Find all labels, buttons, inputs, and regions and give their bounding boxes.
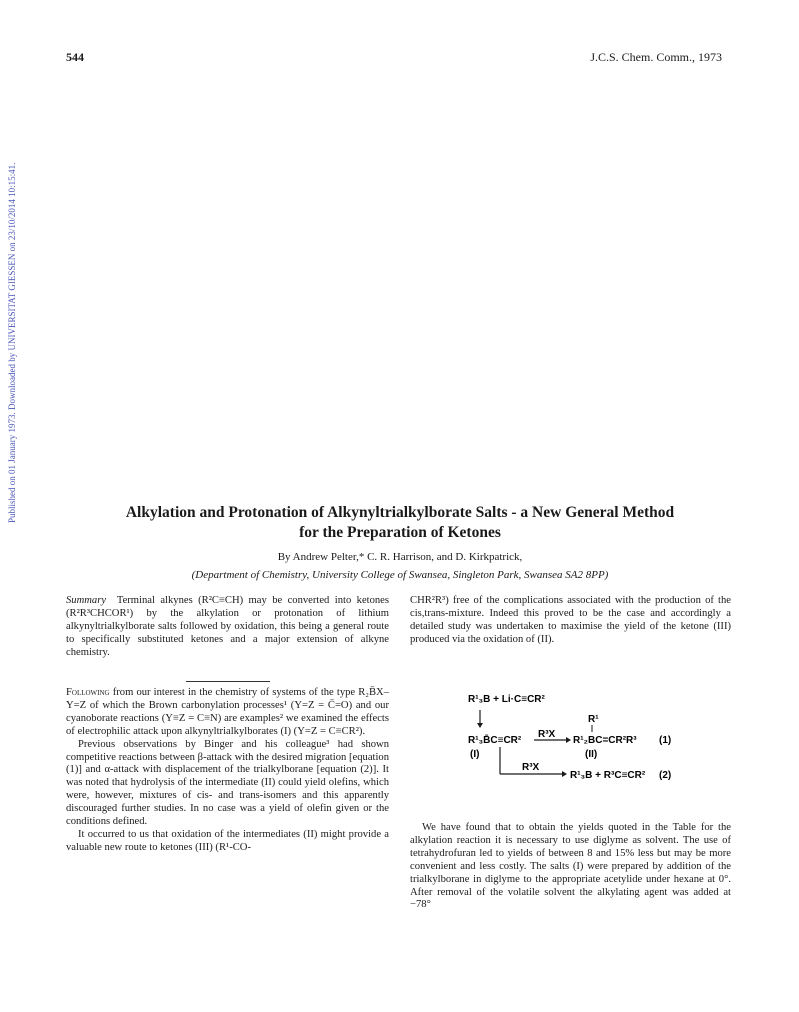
scheme-product1: R¹₂BC=CR²R³ bbox=[573, 735, 637, 746]
reagent-label-1: R³X bbox=[538, 729, 556, 740]
product1-substituent: R¹ bbox=[588, 714, 599, 725]
label-II: (II) bbox=[585, 749, 598, 760]
summary-divider bbox=[186, 681, 270, 682]
title-line-1: Alkylation and Protonation of Alkynyltrialkylborate Salts - a New General Method bbox=[125, 504, 675, 521]
body-paragraph-1: Following from our interest in the chemistry of systems of the type R₂B̄X–Y=Z of which the Brown carbonylation processes¹ (Y=Z = C̄=O) and our cyanoborate reactions (Y≡Z = C≡N) are examples² we examined the effects of electrophilic attack upon alkynyltrialkylborates (I) (Y=Z = C≡CR²). bbox=[66, 687, 390, 737]
reaction-scheme bbox=[460, 690, 720, 790]
summary-text: Terminal alkynes (R²C≡CH) may be converted into ketones (R²R³CHCOR¹) by the alkylation or protonation of lithium alkynyltrialkylborate salts followed by oxidation, this being a general route to specifically substituted ketones and a major extension of alkyne chemistry. bbox=[66, 595, 390, 658]
body-paragraph-3: It occurred to us that oxidation of the intermediates (II) might provide a valuable new route to ketones (III) (R¹-CO- bbox=[66, 828, 389, 853]
right-top-paragraph: CHR²R³) free of the complications associated with the production of the cis,trans-mixture. Indeed this proved to be the case and accordingly a detailed study was undertaken to maximise the yield of the ketone (III) produced via the oxidation of (II). bbox=[410, 595, 731, 645]
equation-1-label: (1) bbox=[659, 735, 672, 746]
download-watermark: Published on 01 January 1973. Downloaded by UNIVERSITAT GIESSEN on 23/10/2014 10:15:41. bbox=[7, 162, 17, 523]
right-column-top bbox=[410, 595, 731, 647]
author-list: By Andrew Pelter,* C. R. Harrison, and D. Kirkpatrick, bbox=[277, 551, 523, 563]
scheme-reactants: R¹₃B + Li·C≡CR² bbox=[468, 694, 545, 705]
scheme-borate: R¹₃B̄C≡CR² bbox=[468, 735, 522, 746]
body-paragraph-2: Previous observations by Binger and his colleague³ had shown competitive reactions between β-attack with the desired migration [equation (1)] and α-attack with displacement of the trialkylborane [equation (2)]. It was noted that hydrolysis of the intermediate (II) could yield olefins, which were, however, mixtures of cis- and trans-isomers and this apparently discouraged further studies. In no case was a yield of olefin given or the conditions defined. bbox=[66, 738, 389, 828]
scheme-product2: R¹₃B + R³C≡CR² bbox=[570, 770, 646, 781]
article-title bbox=[60, 503, 740, 543]
journal-header: J.C.S. Chem. Comm., 1973 bbox=[590, 50, 722, 64]
summary-heading: Summary bbox=[66, 595, 107, 606]
reagent-label-2: R³X bbox=[522, 762, 540, 773]
right-column-body bbox=[410, 822, 731, 912]
summary-block bbox=[66, 595, 389, 660]
body-right-paragraph: We have found that to obtain the yields quoted in the Table for the alkylation reaction it is necessary to use diglyme as solvent. The use of tetrahydrofuran led to yields of between 8 and 15% less but may be more convenient and less costly. The salts (I) were prepared by addition of the trialkylborane in diglyme to the appropriate acetylide under hexane at 0°. After removal of the volatile solvent the alkylating agent was added at −78° bbox=[410, 822, 731, 911]
title-line-2: for the Preparation of Ketones bbox=[299, 524, 501, 541]
arrowhead-1 bbox=[566, 737, 571, 743]
equation-2-label: (2) bbox=[659, 770, 672, 781]
left-column-body bbox=[66, 687, 389, 855]
label-I: (I) bbox=[470, 749, 480, 760]
affiliation: (Department of Chemistry, University College of Swansea, Singleton Park, Swansea SA2 8PP) bbox=[191, 569, 609, 581]
arrowhead-2 bbox=[562, 771, 567, 777]
page-number: 544 bbox=[66, 50, 84, 64]
arrowhead-down bbox=[477, 723, 483, 728]
lead-word: Following bbox=[66, 687, 110, 698]
